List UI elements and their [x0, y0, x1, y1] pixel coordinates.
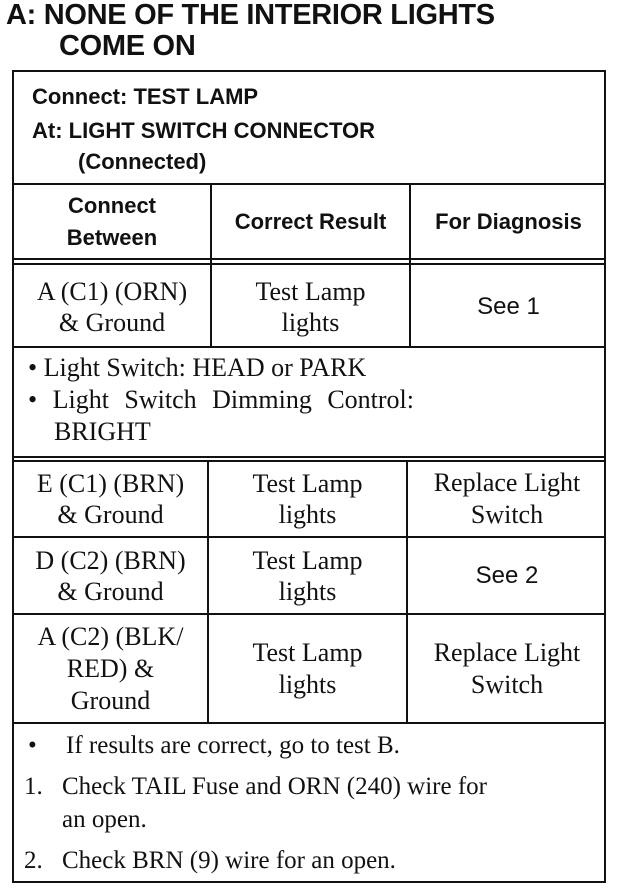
note-2 — [24, 844, 600, 877]
note-bullet — [24, 729, 600, 762]
page-title — [6, 0, 618, 62]
note-2-marker: 2. — [24, 847, 43, 874]
note-2-text: Check BRN (9) wire for an open. — [62, 847, 396, 874]
header-connect-between-line-2: Between — [66, 224, 158, 250]
row1-result-line-1: Test Lamp — [255, 277, 366, 306]
row3-correct-result — [209, 539, 406, 613]
conditions-block — [28, 352, 598, 448]
row4-between-line-3: Ground — [70, 686, 151, 715]
row2-diagnosis — [408, 462, 606, 536]
row2-between-line-2: & Ground — [57, 500, 164, 529]
row4-bottom-rule — [12, 722, 606, 724]
row3-between-line-1: D (C2) (BRN) — [35, 546, 186, 575]
row2-diagnosis-line-1: Replace Light — [433, 468, 581, 497]
setup-state: (Connected) — [78, 149, 207, 174]
note-1 — [24, 770, 600, 836]
row3-bottom-rule — [12, 613, 606, 615]
title-line-1: A: NONE OF THE INTERIOR LIGHTS — [6, 0, 495, 31]
condition-2: • Light Switch Dimming Control: — [28, 385, 414, 414]
row1-bottom-rule — [12, 346, 606, 348]
row1-between-line-2: & Ground — [58, 308, 166, 337]
header-for-diagnosis: For Diagnosis — [435, 208, 582, 234]
row4-diagnosis-line-1: Replace Light — [433, 638, 581, 667]
row2-correct-result — [209, 462, 406, 536]
row1-diagnosis: See 1 — [477, 293, 540, 320]
row1-correct-result — [212, 268, 409, 346]
row2-between-line-1: E (C1) (BRN) — [36, 469, 185, 498]
row4-correct-result — [209, 616, 406, 722]
notes-block — [24, 729, 600, 877]
note-1-marker: 1. — [24, 773, 43, 800]
row3-between-line-2: & Ground — [57, 577, 164, 606]
note-1-text — [62, 770, 487, 836]
setup-connect: Connect: TEST LAMP — [32, 84, 259, 109]
row4-connect-between — [14, 616, 207, 722]
row4-between-line-1: A (C2) (BLK/ — [37, 622, 184, 651]
header-connect-between-line-1: Connect — [68, 192, 156, 218]
row1-between-line-1: A (C1) (ORN) — [36, 277, 188, 306]
condition-2-continued: BRIGHT — [54, 417, 151, 446]
note-1-text-line-2: an open. — [62, 806, 147, 833]
header-correct-result: Correct Result — [234, 208, 387, 234]
row2-connect-between — [14, 462, 207, 536]
header-bottom-rule — [12, 258, 606, 260]
setup-block — [32, 80, 375, 176]
header-connect-between — [14, 185, 210, 258]
title-line-2: COME ON — [59, 30, 196, 62]
row2-result-line-2: lights — [278, 500, 337, 529]
row1-result-line-2: lights — [281, 308, 340, 337]
row3-diagnosis: See 2 — [475, 562, 539, 589]
setup-at: At: LIGHT SWITCH CONNECTOR — [32, 118, 376, 143]
row3-result-line-1: Test Lamp — [252, 546, 363, 575]
row4-result-line-1: Test Lamp — [252, 638, 363, 667]
note-1-text-line-1: Check TAIL Fuse and ORN (240) wire for — [62, 773, 487, 800]
row3-result-line-2: lights — [278, 577, 337, 606]
row2-result-line-1: Test Lamp — [252, 469, 363, 498]
note-bullet-text: If results are correct, go to test B. — [66, 732, 400, 759]
header-bottom-rule-2 — [12, 263, 606, 265]
row3-connect-between — [14, 539, 207, 613]
row1-connect-between — [14, 268, 210, 346]
row2-bottom-rule — [12, 536, 606, 538]
row2-diagnosis-line-2: Switch — [470, 500, 544, 529]
conditions-bottom-rule — [12, 456, 606, 458]
row4-between-line-2: RED) & — [66, 654, 155, 683]
row4-diagnosis-line-2: Switch — [470, 670, 544, 699]
condition-1: • Light Switch: HEAD or PARK — [28, 353, 367, 382]
note-bullet-marker: • — [28, 732, 37, 759]
row4-result-line-2: lights — [278, 670, 337, 699]
row4-diagnosis — [408, 616, 606, 722]
